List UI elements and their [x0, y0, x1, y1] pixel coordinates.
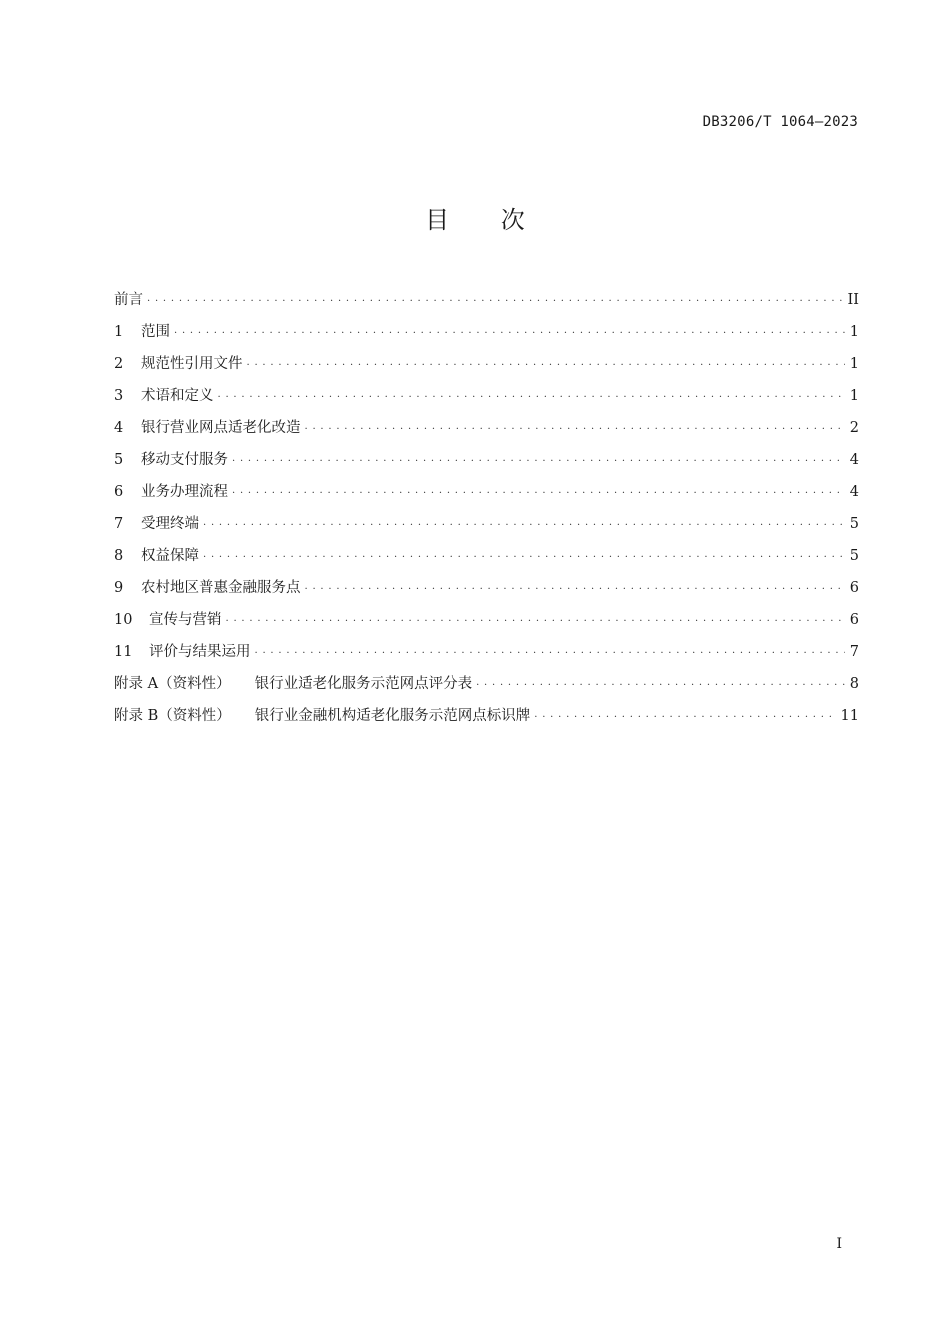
- toc-entry-11[interactable]: [114, 640, 859, 672]
- toc-entry-3[interactable]: [114, 384, 859, 416]
- toc-entry-page: 1: [849, 356, 859, 372]
- page-number: I: [836, 1236, 842, 1252]
- toc-entry-page: 5: [849, 548, 859, 564]
- toc-entry-text: 评价与结果运用: [149, 644, 251, 660]
- toc-leader-dots: [147, 285, 844, 311]
- toc-leader-dots: [305, 573, 846, 599]
- toc-entry-text: 术语和定义: [141, 388, 214, 404]
- toc-entry-text: 移动支付服务: [141, 452, 228, 468]
- toc-entry-number: 3: [114, 388, 124, 404]
- toc-entry-9[interactable]: [114, 576, 859, 608]
- toc-entry-text: 银行业适老化服务示范网点评分表: [254, 676, 473, 692]
- document-code: DB3206/T 1064—2023: [702, 114, 858, 130]
- toc-entry-page: 6: [849, 580, 859, 596]
- toc-entry-text: 规范性引用文件: [141, 356, 243, 372]
- toc-entry-page: 7: [849, 644, 859, 660]
- toc-leader-dots: [203, 509, 845, 535]
- toc-entry-text: 受理终端: [141, 516, 199, 532]
- toc-entry-number: 11: [114, 644, 133, 660]
- toc-leader-dots: [226, 605, 846, 631]
- toc-entry-text: 范围: [141, 324, 170, 340]
- toc-entry-10[interactable]: [114, 608, 859, 640]
- toc-entry-annex-b[interactable]: [114, 704, 859, 736]
- toc-leader-dots: [534, 701, 836, 727]
- toc-entry-text: 权益保障: [141, 548, 199, 564]
- toc-entry-text: 农村地区普惠金融服务点: [141, 580, 301, 596]
- toc-entry-number: 4: [114, 420, 124, 436]
- toc-entry-annex-a[interactable]: [114, 672, 859, 704]
- toc-entry-text: 银行营业网点适老化改造: [141, 420, 301, 436]
- toc-entry-page: 11: [840, 708, 859, 724]
- toc-entry-page: 8: [849, 676, 859, 692]
- toc-entry-page: 5: [849, 516, 859, 532]
- toc-leader-dots: [247, 349, 846, 375]
- toc-entry-6[interactable]: [114, 480, 859, 512]
- toc-leader-dots: [232, 445, 845, 471]
- toc-entry-page: 1: [849, 324, 859, 340]
- toc-entry-number: 8: [114, 548, 124, 564]
- toc-entry-number: 附录 A（资料性）: [114, 676, 231, 692]
- toc-title: 目 次: [425, 206, 547, 234]
- toc-entry-text: 宣传与营销: [149, 612, 222, 628]
- toc-entry-foreword[interactable]: [114, 288, 859, 320]
- toc-entry-2[interactable]: [114, 352, 859, 384]
- toc-entry-text: 业务办理流程: [141, 484, 228, 500]
- toc-leader-dots: [476, 669, 845, 695]
- toc-leader-dots: [255, 637, 846, 663]
- toc-entry-page: 6: [849, 612, 859, 628]
- toc-leader-dots: [232, 477, 845, 503]
- toc-entry-page: 4: [849, 452, 859, 468]
- toc-entry-1[interactable]: [114, 320, 859, 352]
- toc-entry-page: 1: [849, 388, 859, 404]
- toc-entry-number: 7: [114, 516, 124, 532]
- toc-entry-8[interactable]: [114, 544, 859, 576]
- toc-entry-number: 10: [114, 612, 133, 628]
- toc-leader-dots: [305, 413, 846, 439]
- table-of-contents: [114, 288, 859, 736]
- toc-entry-text: 银行业金融机构适老化服务示范网点标识牌: [254, 708, 531, 724]
- toc-entry-page: 2: [849, 420, 859, 436]
- toc-entry-page: II: [847, 292, 859, 308]
- toc-entry-number: 9: [114, 580, 124, 596]
- toc-entry-number: 5: [114, 452, 124, 468]
- toc-entry-number: 2: [114, 356, 124, 372]
- toc-entry-number: 附录 B（资料性）: [114, 708, 231, 724]
- toc-entry-text: 前言: [114, 292, 143, 308]
- toc-entry-5[interactable]: [114, 448, 859, 480]
- toc-entry-4[interactable]: [114, 416, 859, 448]
- toc-entry-7[interactable]: [114, 512, 859, 544]
- toc-entry-number: 6: [114, 484, 124, 500]
- toc-leader-dots: [174, 317, 845, 343]
- toc-leader-dots: [203, 541, 845, 567]
- toc-entry-page: 4: [849, 484, 859, 500]
- toc-entry-number: 1: [114, 324, 124, 340]
- toc-leader-dots: [218, 381, 846, 407]
